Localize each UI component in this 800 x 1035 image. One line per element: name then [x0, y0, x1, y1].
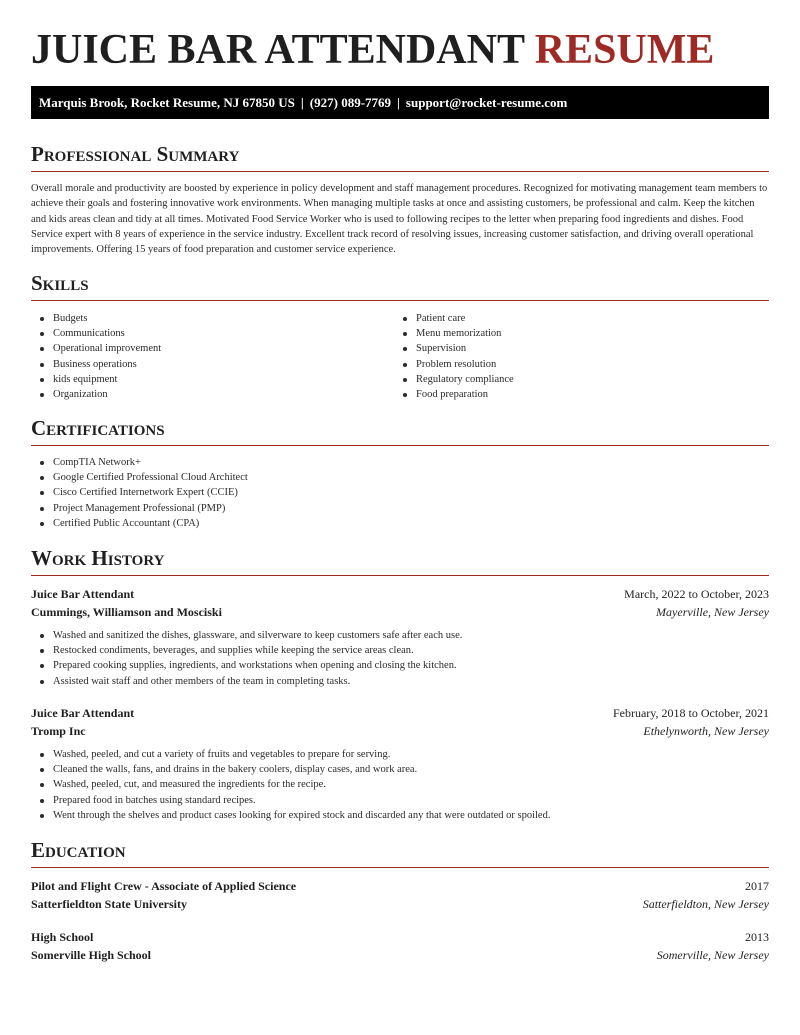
education-degree: High School — [31, 930, 94, 944]
certifications-list — [31, 455, 248, 531]
education-year: 2013 — [745, 930, 769, 944]
education-school-row — [31, 946, 769, 964]
skill-item: Regulatory compliance — [394, 372, 514, 387]
job-duty: Assisted wait staff and other members of the team in completing tasks. — [31, 674, 462, 689]
job-title-row — [31, 585, 769, 603]
job-location: Mayerville, New Jersey — [656, 605, 769, 619]
contact-separator: | — [397, 95, 400, 110]
summary-text: Overall morale and productivity are boosted by experience in policy development and staff management procedures. Recognized for motivating management team members to achieve their goals and fostering innovative work environments. When managing multiple tasks at once and assisting customers, be professional and calm. Keep the kitchen and kids areas clean and tidy at all times. Motivated Food Service Worker who is used to following recipes to the letter when preparing food ingredients and dishes. Food Service expert with 8 years of experience in the service industry. Excellent track record of resolving issues, increasing customer satisfaction, and driving overall operational improvements. Offering 15 years of food preparation and customer service experience. — [31, 183, 768, 256]
certifications-heading: Certifications — [31, 415, 769, 446]
skill-item: Organization — [31, 387, 161, 402]
contact-email[interactable]: support@rocket-resume.com — [405, 95, 568, 110]
skill-item: Food preparation — [394, 387, 514, 402]
certification-item: Certified Public Accountant (CPA) — [31, 516, 248, 531]
job-duties-list — [31, 747, 550, 823]
job-title-row — [31, 704, 769, 722]
job-duty: Prepared food in batches using standard recipes. — [31, 793, 550, 808]
education-degree-row — [31, 928, 769, 946]
skill-item: Problem resolution — [394, 357, 514, 372]
skill-item: Operational improvement — [31, 341, 161, 356]
job-dates: February, 2018 to October, 2021 — [612, 706, 769, 720]
job-duties-list — [31, 628, 462, 689]
job-duty: Washed, peeled, and cut a variety of fruits and vegetables to prepare for serving. — [31, 747, 550, 762]
certification-item: CompTIA Network+ — [31, 455, 248, 470]
job-company: Tromp Inc — [31, 724, 86, 738]
job-dates: March, 2022 to October, 2023 — [624, 587, 769, 601]
education-location: Somerville, New Jersey — [656, 948, 769, 962]
skills-list-left — [31, 311, 161, 402]
education-school: Satterfieldton State University — [31, 897, 187, 911]
skill-item: kids equipment — [31, 372, 161, 387]
contact-phone[interactable]: (927) 089-7769 — [309, 95, 392, 110]
skill-item: Budgets — [31, 311, 161, 326]
skill-item: Patient care — [394, 311, 514, 326]
skill-item: Supervision — [394, 341, 514, 356]
education-school-row — [31, 895, 769, 913]
job-title: Juice Bar Attendant — [31, 706, 135, 720]
education-school: Somerville High School — [31, 948, 151, 962]
job-duty: Restocked condiments, beverages, and supplies while keeping the service areas clean. — [31, 643, 462, 658]
education-heading: Education — [31, 837, 769, 868]
summary-heading: Professional Summary — [31, 141, 769, 172]
job-company-row — [31, 603, 769, 621]
job-title: Juice Bar Attendant — [31, 587, 135, 601]
contact-address: Marquis Brook, Rocket Resume, NJ 67850 US — [39, 95, 295, 110]
skill-item: Communications — [31, 326, 161, 341]
contact-bar — [31, 86, 769, 119]
skills-heading: Skills — [31, 270, 769, 301]
certification-item: Cisco Certified Internetwork Expert (CCIE) — [31, 485, 248, 500]
education-degree-row — [31, 877, 769, 895]
certification-item: Project Management Professional (PMP) — [31, 501, 248, 516]
job-duty: Washed and sanitized the dishes, glassware, and silverware to keep customers safe after each use. — [31, 628, 462, 643]
job-duty: Cleaned the walls, fans, and drains in the bakery coolers, display cases, and work area. — [31, 762, 550, 777]
job-duty: Washed, peeled, cut, and measured the ingredients for the recipe. — [31, 777, 550, 792]
certification-item: Google Certified Professional Cloud Architect — [31, 470, 248, 485]
title-accent: RESUME — [534, 27, 715, 73]
job-company: Cummings, Williamson and Mosciski — [31, 605, 222, 619]
education-year: 2017 — [745, 879, 769, 893]
skills-list-right — [394, 311, 514, 402]
job-company-row — [31, 722, 769, 740]
title-main: JUICE BAR ATTENDANT — [31, 27, 525, 73]
skill-item: Menu memorization — [394, 326, 514, 341]
education-location: Satterfieldton, New Jersey — [642, 897, 769, 911]
work-heading: Work History — [31, 545, 769, 576]
job-duty: Went through the shelves and product cases looking for expired stock and discarded any that were outdated or spoiled. — [31, 808, 550, 823]
skill-item: Business operations — [31, 357, 161, 372]
contact-separator: | — [300, 95, 304, 110]
job-location: Ethelynworth, New Jersey — [643, 724, 769, 738]
education-degree: Pilot and Flight Crew - Associate of Applied Science — [31, 879, 297, 893]
job-duty: Prepared cooking supplies, ingredients, and workstations when opening and closing the kitchen. — [31, 658, 462, 673]
resume-title — [31, 27, 714, 73]
